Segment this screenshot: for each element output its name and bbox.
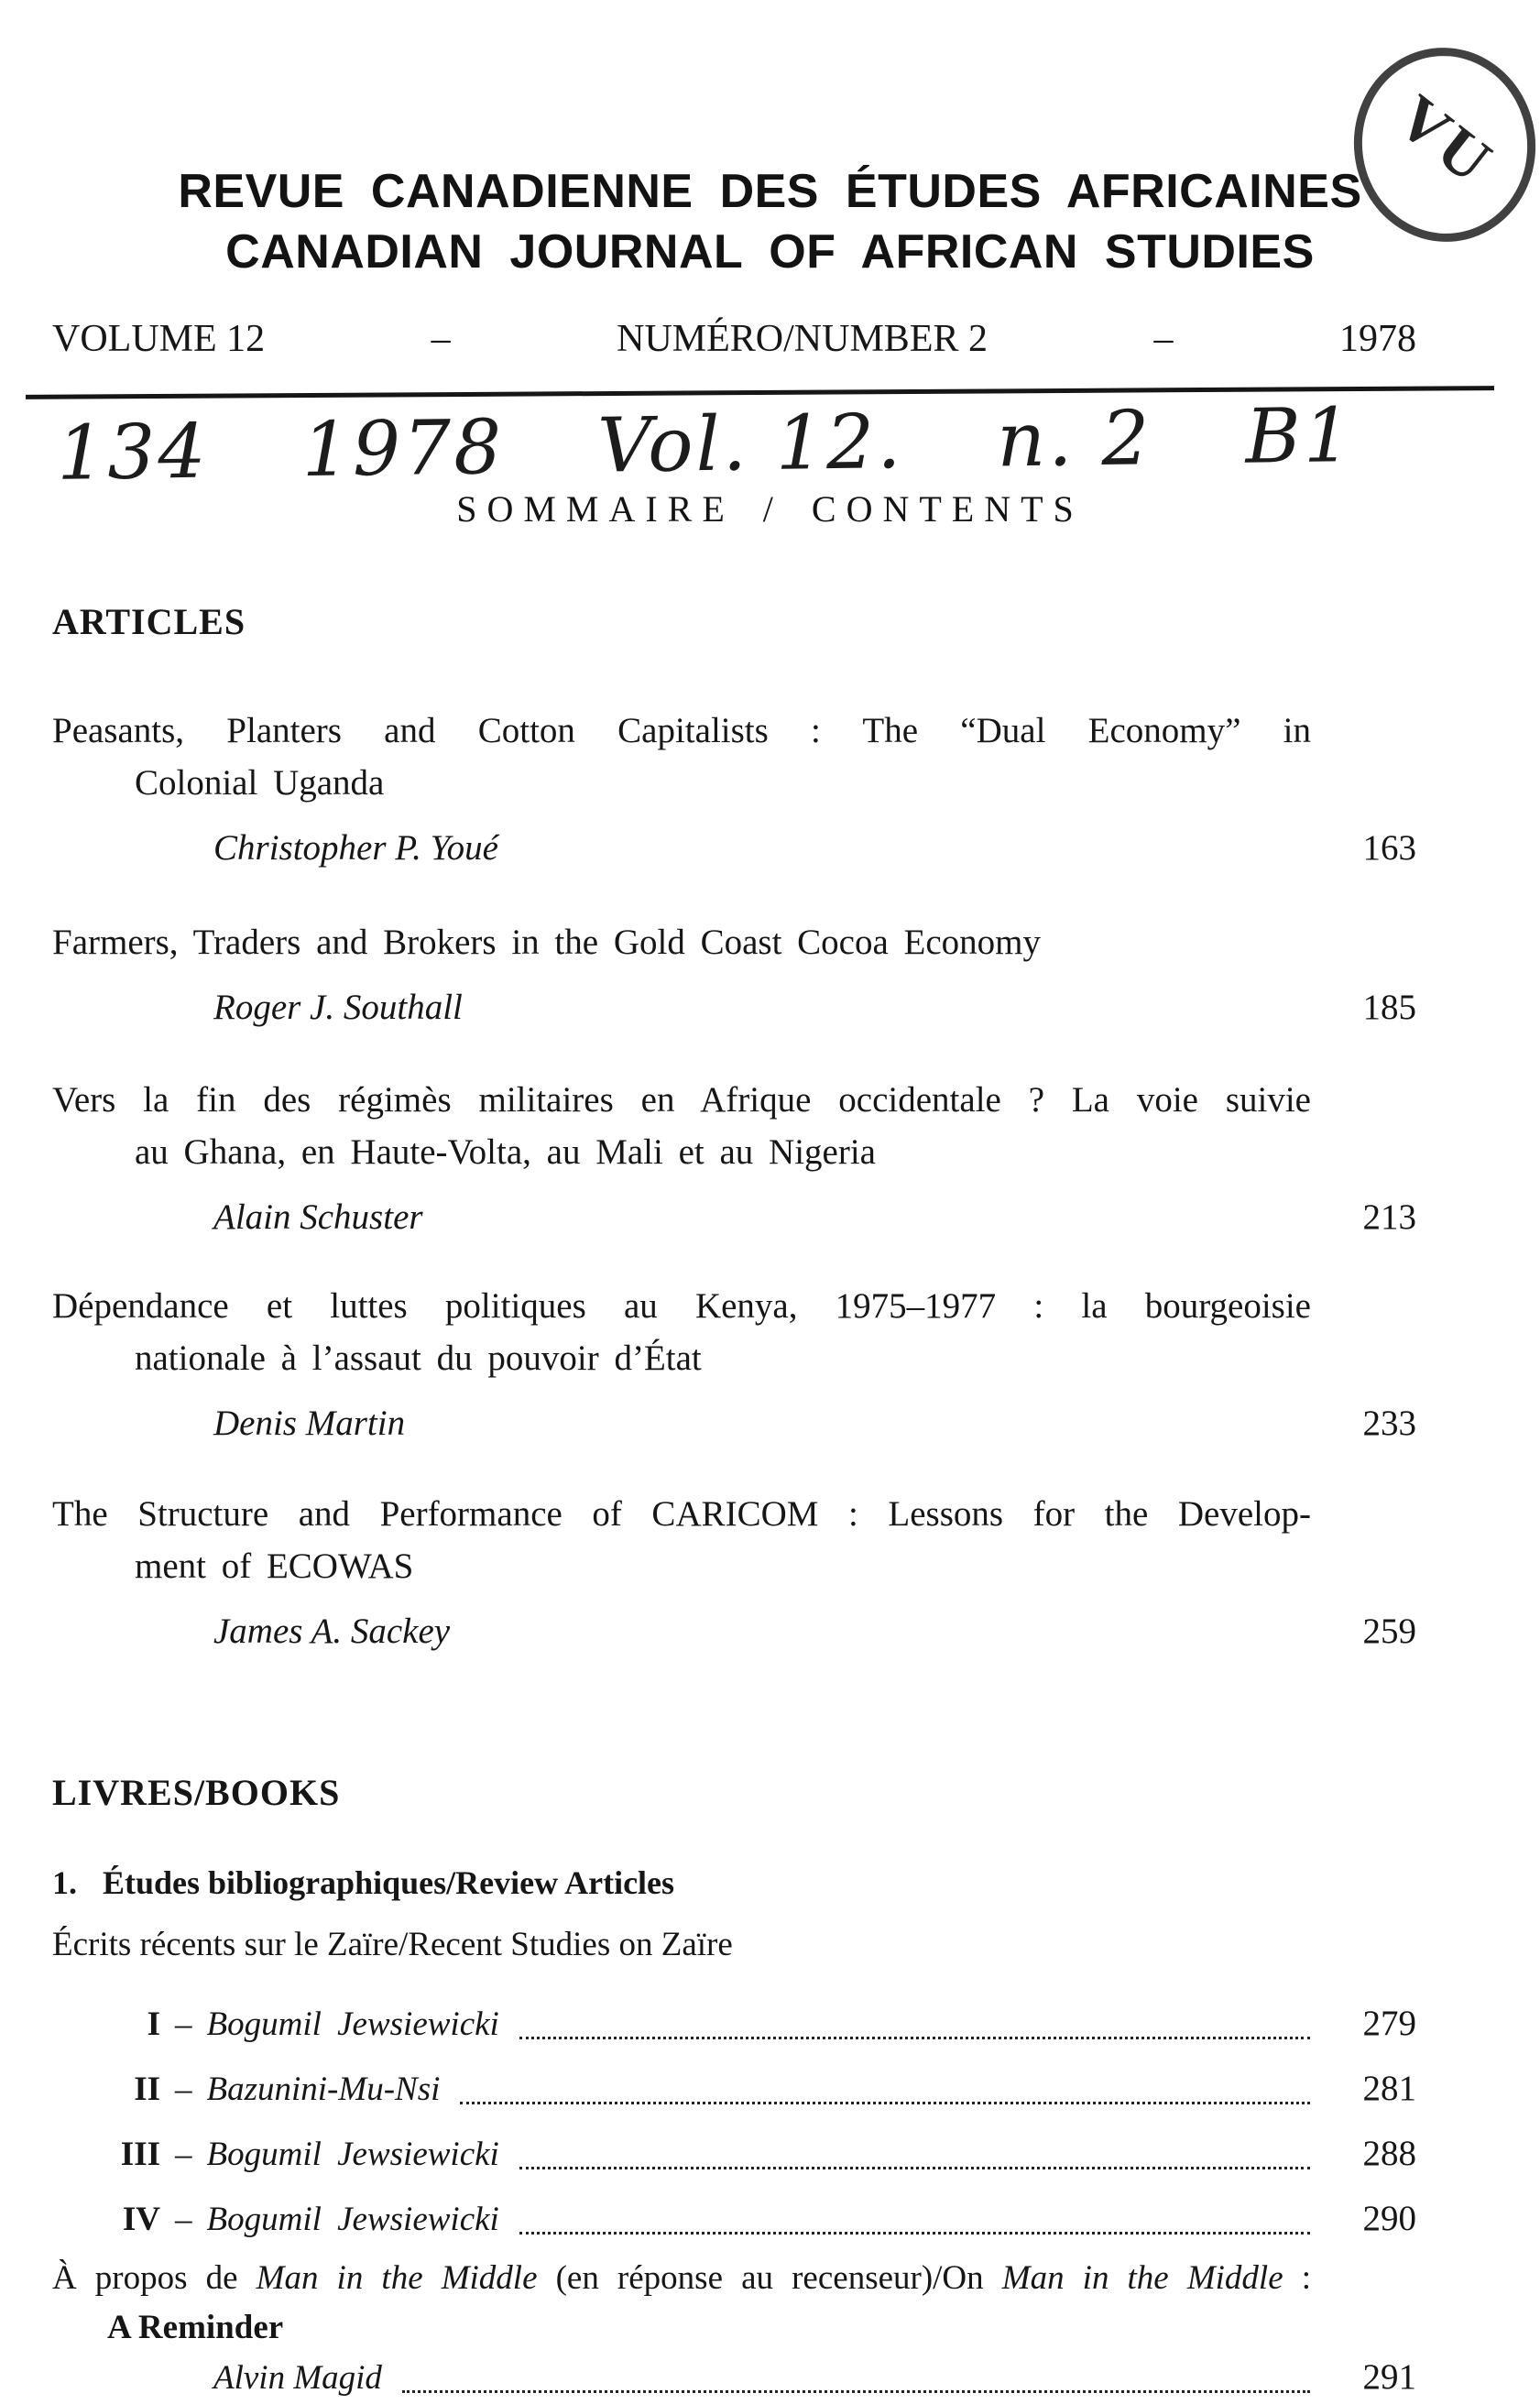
article-entry bbox=[52, 1074, 1416, 1243]
handwritten-accession-number: 134 bbox=[56, 408, 210, 497]
article-title-line: Colonial Uganda bbox=[135, 763, 385, 803]
article-page-number: 185 bbox=[1362, 988, 1416, 1027]
handwritten-annotation bbox=[56, 390, 1354, 500]
article-entry bbox=[52, 705, 1416, 874]
review-entry-author: Bogumil Jewsiewicki bbox=[206, 2005, 499, 2043]
articles-section-heading: ARTICLES bbox=[52, 601, 246, 642]
article-author: Alain Schuster bbox=[213, 1197, 423, 1237]
review-entry-numeral: I bbox=[147, 2005, 160, 2043]
dot-leader bbox=[519, 2232, 1310, 2235]
review-entry-author: Bogumil Jewsiewicki bbox=[206, 2201, 499, 2238]
article-author: Roger J. Southall bbox=[213, 988, 463, 1027]
article-title-line: The Structure and Performance of CARICOM : Lessons for the Develop- bbox=[52, 1494, 1311, 1534]
article-entry bbox=[52, 916, 1416, 1033]
dash-separator: – bbox=[1153, 318, 1174, 360]
reply-author: Alvin Magid bbox=[213, 2359, 382, 2397]
article-author: Denis Martin bbox=[213, 1404, 406, 1443]
reply-title-segment: : bbox=[1283, 2259, 1311, 2297]
article-author-row bbox=[52, 1397, 1416, 1449]
reply-entry bbox=[52, 2253, 1416, 2404]
article-author-row bbox=[52, 1605, 1416, 1657]
article-title-line: Vers la fin des régimès militaires en Afrique occidentale ? La voie suivie bbox=[52, 1080, 1311, 1120]
review-entry-page-number: 281 bbox=[1362, 2069, 1416, 2108]
dot-leader bbox=[460, 2102, 1310, 2104]
dot-leader bbox=[402, 2390, 1310, 2393]
books-subsection-heading bbox=[52, 1861, 1416, 1905]
article-author: Christopher P. Youé bbox=[213, 828, 498, 868]
books-subsection-number: 1. bbox=[52, 1864, 77, 1901]
reply-page-number: 291 bbox=[1362, 2357, 1416, 2397]
dot-leader bbox=[519, 2167, 1310, 2169]
reply-title-continuation: A Reminder bbox=[107, 2309, 284, 2346]
masthead-line-english: CANADIAN JOURNAL OF AFRICAN STUDIES bbox=[225, 225, 1315, 279]
handwritten-number: n. 2 bbox=[996, 395, 1153, 485]
reply-title-line bbox=[52, 2253, 1311, 2304]
review-entry-numeral: II bbox=[134, 2071, 160, 2108]
masthead-line-french: REVUE CANADIENNE DES ÉTUDES AFRICAINES bbox=[178, 165, 1362, 218]
review-entry-author: Bogumil Jewsiewicki bbox=[206, 2136, 499, 2173]
article-entry bbox=[52, 1280, 1416, 1449]
review-entry bbox=[52, 2193, 1416, 2246]
number-label: NUMÉRO/NUMBER 2 bbox=[617, 318, 988, 360]
contents-body bbox=[52, 600, 1416, 2404]
article-page-number: 233 bbox=[1362, 1404, 1416, 1443]
reply-title-segment: Man in the Middle bbox=[1001, 2259, 1283, 2297]
reply-title-segment: À propos de bbox=[52, 2259, 257, 2297]
review-entry-dash: – bbox=[175, 2201, 192, 2238]
review-entry-page-number: 279 bbox=[1362, 2004, 1416, 2043]
article-author-row bbox=[52, 822, 1416, 874]
article-title-line: ment of ECOWAS bbox=[135, 1546, 414, 1586]
article-page-number: 259 bbox=[1362, 1612, 1416, 1651]
review-articles-intro: Écrits récents sur le Zaïre/Recent Studies on Zaïre bbox=[52, 1926, 733, 1963]
books-section-heading: LIVRES/BOOKS bbox=[52, 1772, 341, 1813]
article-title-line: nationale à l’assaut du pouvoir d’État bbox=[135, 1339, 702, 1378]
article-page-number: 213 bbox=[1362, 1197, 1416, 1237]
books-subsection-title: Études bibliographiques/Review Articles bbox=[103, 1864, 675, 1901]
reply-title-segment: Man in the Middle bbox=[256, 2259, 538, 2297]
reply-author-row bbox=[52, 2352, 1416, 2404]
review-entry-dash: – bbox=[175, 2071, 192, 2108]
journal-masthead bbox=[0, 161, 1540, 282]
review-entry-dash: – bbox=[175, 2005, 192, 2043]
review-entry-numeral: IV bbox=[122, 2201, 160, 2238]
article-author-row bbox=[52, 981, 1416, 1033]
article-title-line: Farmers, Traders and Brokers in the Gold Coast Cocoa Economy bbox=[52, 923, 1042, 962]
volume-row bbox=[52, 317, 1416, 361]
handwritten-volume: Vol. 12. bbox=[596, 398, 904, 490]
article-title-line: au Ghana, en Haute-Volta, au Mali et au Nigeria bbox=[135, 1132, 876, 1172]
reply-title-segment: (en réponse au recenseur)/On bbox=[537, 2259, 1002, 2297]
article-entry bbox=[52, 1488, 1416, 1657]
handwritten-year: 1978 bbox=[300, 404, 505, 495]
review-entry-dash: – bbox=[175, 2136, 192, 2173]
article-author: James A. Sackey bbox=[213, 1612, 451, 1651]
article-page-number: 163 bbox=[1362, 828, 1416, 868]
dot-leader bbox=[519, 2037, 1310, 2039]
year-label: 1978 bbox=[1338, 318, 1416, 360]
review-entries-list bbox=[52, 1998, 1416, 2246]
review-entry-page-number: 290 bbox=[1362, 2199, 1416, 2238]
review-entry bbox=[52, 1998, 1416, 2050]
review-entry-author: Bazunini-Mu-Nsi bbox=[206, 2071, 441, 2108]
handwritten-shelf-mark: B1 bbox=[1244, 392, 1355, 481]
review-entry bbox=[52, 2128, 1416, 2180]
review-entry-page-number: 288 bbox=[1362, 2134, 1416, 2173]
article-author-row bbox=[52, 1191, 1416, 1243]
article-title-line: Peasants, Planters and Cotton Capitalists : The “Dual Economy” in bbox=[52, 711, 1311, 750]
article-title-line: Dépendance et luttes politiques au Kenya, 1975–1977 : la bourgeoisie bbox=[52, 1286, 1311, 1326]
vu-stamp-text: VU bbox=[1384, 82, 1507, 200]
review-entry-numeral: III bbox=[120, 2136, 160, 2173]
contents-heading: SOMMAIRE / CONTENTS bbox=[456, 488, 1084, 530]
review-entry bbox=[52, 2063, 1416, 2115]
dash-separator: – bbox=[431, 318, 451, 360]
volume-label: VOLUME 12 bbox=[52, 318, 266, 360]
